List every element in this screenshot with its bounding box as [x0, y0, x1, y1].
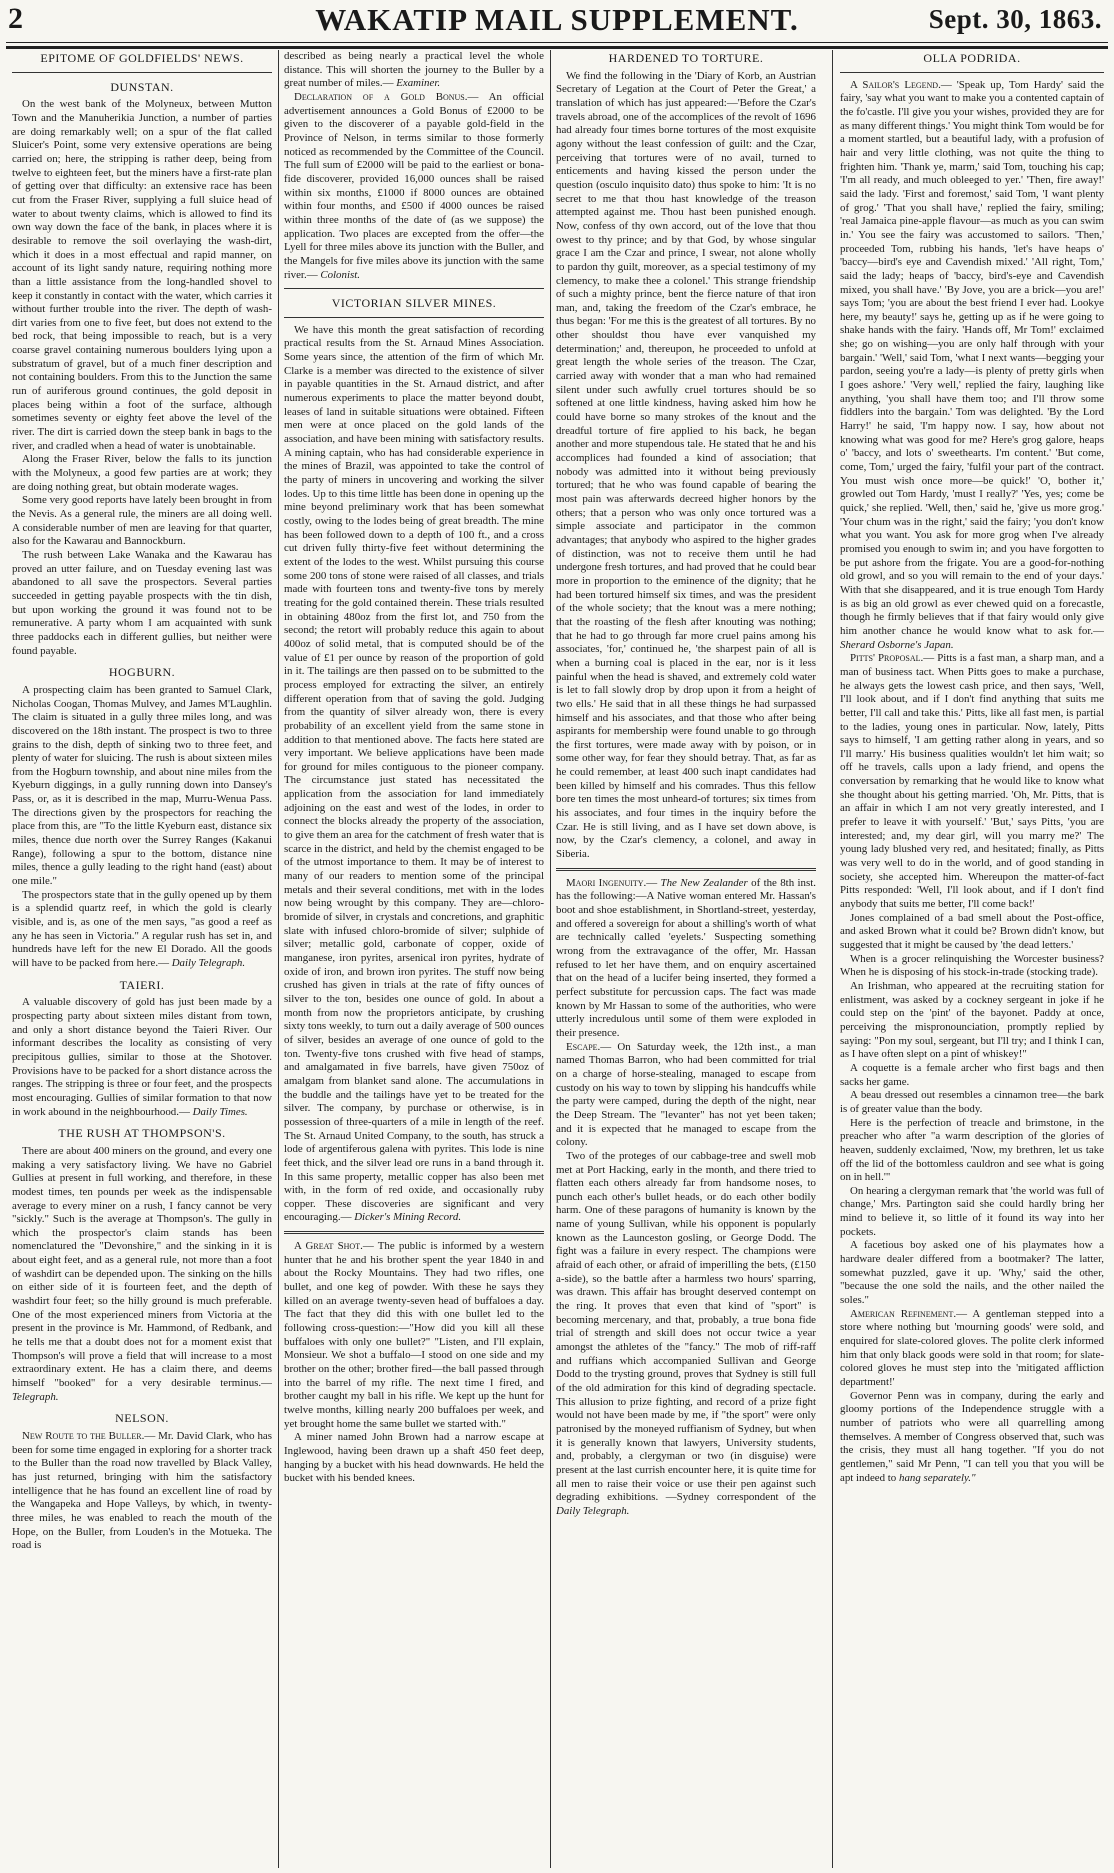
issue-date: Sept. 30, 1863.	[928, 4, 1102, 34]
article-heading-hogburn: HOGBURN.	[108, 665, 176, 680]
article-source: The New Zealander	[660, 876, 748, 889]
column-1	[12, 50, 272, 1868]
article-source: Daily Times.	[192, 1105, 248, 1118]
article-paragraph: On hearing a clergyman remark that 'the world was full of change,' Mrs. Partington said she could hardly bring her mind to believe it, so little of it found its way into her pockets.	[840, 1184, 1104, 1238]
article-text: of the 8th inst. has the following:—A Native woman entered Mr. Hassan's boot and shoe establishment, in Shortland-street, yesterday, and offered a sovereign for about a shilling's worth of what are technically called 'eyelets.' Suspecting something wrong from the extravagance of the offer, Mr. Hassan refused to let her have them, and on enquiry ascertained that on the head of a lucifer being inserted, they formed a perfect substitute for percussion caps. The fact was made known by Mr Hassan to some of the authorities, who were utterly incredulous until some of them were exploded in their presence.	[556, 876, 816, 1039]
masthead	[0, 0, 1114, 44]
article-text: An official advertisement announces a Gold Bonus of £2000 to be given to the discoverer of a payable gold-field in the Province of Nelson, in terms similar to those formerly noticed as recommended by the Committee of the Council. The full sum of £2000 will be paid to the earliest or bona-fide discoverer, provided 16,000 ounces shall be raised within six months, £1000 if 8000 ounces are obtained within four months, and £500 if 4000 ounces be raised within three months of the date of (as we suppose) the application. Two places are excepted from the offer—the Lyell for three miles above its junction with the Buller, and the Mangels for five miles above its junction with the same river.	[284, 90, 544, 281]
article-text: We have this month the great satisfaction of recording practical results from the St. Arnaud Mines Association. Some years since, the attention of the firm of which Mr. Clarke is a member was directed to the existence of silver in payable quantities in the St. Arnaud district, and after numerous experiments to place the matter beyond doubt, leases of land in suitable situations were obtained. Fifteen men were at once placed on the gold lands of the association, and have been mining with satisfactory results. A mining captain, who has had considerable experience in the mines of Brazil, was appointed to take the control of the party of miners in uncovering and working the silver lodes. Up to this time little has been done in opening up the mine beyond preliminary work that has been somewhat costly, owing to the lodes being of great breadth. The mine has been followed down to a depth of 100 ft., and a cross cut driven fully thirty-five feet without determining the extent of the lodes to the west. Whilst pursuing this course some 200 tons of stone were raised of all classes, and trials made with fourteen tons and twenty-five tons by merely treating for the gold contained therein. These trials resulted in obtaining 480oz from the first lot, and 750 from the second; the retort will probably reduce this again to about 400oz of solid metal, that is computed should be of the value of £1 per ounce by reason of the proportion of gold in it. The tailings are then passed on to be submitted to the process employed for extracting the silver, an entirely different operation from that of saving the gold. Judging from the quantity of silver already won, there is every probability of an excellent yield from the same stone in addition to that mentioned above. The facts here stated are very important. We believe applications have been made for ground for miles contiguous to the pioneer company. The circumstance just stated has necessitated the application from the association for land immediately adjoining on the east and west of the lodes, in order to connect the blocks already the property of the association, to give them an area for the catchment of fresh water that is scarce in the district, and held by the chemist engaged to be of the utmost importance to them. It may be of interest to many of our readers to mention some of the principal metals and their several conditions, met with in the lodes now being wrought by this company. They are—chloro-bromide of silver, in crystals and concretions, and graphitic slate with infused chloro-bromide of silver; sulphide of silver; metallic gold, carbonate of copper, oxide of manganese, iron pyrites, arsenical iron pyrites, hydrate of oxide of iron, and brown iron pyrites. The stuff now being crushed has given in trials at the rate of fifty ounces of silver to the ton, besides one ounce of gold. In about a month from now the proprietors anticipate, by crushing sixty tons weekly, to turn out a daily average of 500 ounces of silver, besides an average of one ounce of gold to the ton. Twenty-five tons crushed with five head of stamps, and amalgamated in five barrels, have given 750oz of amalgam from blanket sand alone. The accumulations in the buddle and the tailings have yet to be treated for the silver. The company, by purchase or otherwise, is in possession of three-quarters of a mile in length of the reef. The St. Arnaud United Company, to the south, has struck a lode of argentiferous galena with pyrites. This lode is nine feet thick, and the silver lead ore runs in a band through it. In this same property, metallic copper has also been met with, in the form of red oxide, and occasionally ruby copper. These discoveries are significant and very encouraging.	[284, 323, 544, 1224]
article-text: 'Speak up, Tom Hardy' said the fairy, 'say what you want to make you a contented captain of the fo'castle. I'll give you your wishes, provided they are for as many different things.' You might think Tom would be for a moment startled, but a beautiful lady, with a profusion of hair and very little clothing, was not quite the thing to frighten him. 'Thank ye, marm,' said Tom, touching his cap; 'I'm all ready, and much obleeged to yer.' 'Then, fire away!' said the lady. 'First and foremost,' said Tom, 'I want plenty of grog.' 'That you shall have,' replied the fairy, smiling; 'real Jamaica pine-apple flavour—as much as you can swim in.' You see the fairy was accustomed to sailors. 'Then,' proceeded Tom, rubbing his hands, 'let's have heaps o' 'baccy—bird's eye and Cavendish mixed.' 'All right, Tom,' said the lady; heaps of 'baccy, bird's-eye and Cavendish mixed, you shall have.' 'By Jove, you are a brick—you are!' says Tom; 'you are about the best friend I ever had. Lookye here, my beauty!' says he, getting up as if he were going to shake hands with the fairy. 'Hands off, Mr Tom!' exclaimed she; go on wishing—you are only half through with your bargain.' 'Well,' said Tom, 'what I next wants—begging your pardon, seeing you're a lady—is plenty of pretty girls when I goes ashore.' 'Very well,' replied the fairy, laughing like anything, 'you shall have them too; and I'll throw some fiddlers into the bargain.' Tom was delighted. 'By the Lord Harry!' he said, 'I'm happy now. I say, how about not knowing what was good for me? Here's grog galore, heaps o' 'baccy, and lots o' sweethearts. I'm content.' 'But come, come, Tom,' urged the fairy, 'fulfil your part of the contract. You must wish once more—be quick!' 'O, bother it,' growled out Tom Hardy, 'must I really?' 'Yes, yes; come be quick,' she replied. 'Well, then,' said he, 'give us more grog.' 'Your chum was in the right,' said the fairy; 'you don't know what you want. You ask for more grog when I've already promised you enough to swim in; and you have forgotten to be put ashore from the frigate. You are a good-for-nothing old growl, and so you will remain to the end of your days.' With that she disappeared, and it is true enough Tom Hardy is as big an old growl as ever chewed quid on a forecastle, though he firmly believes that if that fairy would only give him another chance he would know what to ask for.	[840, 78, 1104, 637]
article-text: described as being nearly a practical level the whole distance. This will shorten the journey to the Buller by a great number of miles.	[284, 50, 544, 90]
column-divider	[550, 50, 551, 1868]
article-paragraph: A Great Shot.— The public is informed by a western hunter that he and his brother spent the year 1840 in and about the Rocky Mountains. They had two rifles, one bullet, and one keg of powder. With these he says they killed on an average twenty-seven head of buffaloes a day. The fact that they did this with one bullet led to the following cross-question:—"How did you kill all these buffaloes with only one bullet?" "Listen, and I'll explain, Monsieur. We shot a buffalo—I stood on one side and my brother on the other; brother fired—the ball passed through into the barrel of my rifle. The next time I fired, and brother caught my ball in his rifle. We kept up the hunt for twelve months, killing nearly 200 buffaloes per week, and yet brought home the same bullet we started with."	[284, 1240, 544, 1430]
article-paragraph: We find the following in the 'Diary of Korb, an Austrian Secretary of Legation at the Court of Peter the Great,' a translation of which has just appeared:—'Before the Czar's travels abroad, one of the accomplices of the revolt of 1696 had already four times borne tortures of the most exquisite agony without the least confession of guilt: and the Czar, perceiving that tortures were of no avail, turned to enticements and having kissed the person under the question (osculo inquisito dato) thus spoke to him: 'It is no secret to me that thou hast knowledge of the treason attempted against me. Thou hast been punished enough. Now, confess of thy own accord, out of the love that thou owest to thy prince; and by that God, by whose singular grace I am the Czar and prince, I swear, not alone wholly to pardon thy guilt, moreover, as a special testimony of my clemency, to make thee a colonel.' This strange friendship of such a mighty prince, bent the fierce nature of that iron man, and, taking the freedom of the Czar's embrace, he thus began: 'For me this is the greatest of all tortures. By no other shouldst thou have ever vanquished my determination;' and, thereupon, he proceeded to unfold at great length the whole series of the treason. The Czar, carried away with wonder that a man who had remained silent under such awfully cruel tortures should be so softened at one little kindness, having asked him how he could have borne so many strokes of the knout and the dreadful torture of fire applied to his back, he began another and more stupendous tale. He stated that he and his accomplices had founded a kind of association; that nobody was admitted into it without being previously tortured; that he who was found capable of bearing the most pain was afterwards decreed higher honors by the others; that a person who was only once tortured was a simple associate and participator in the common advantages; that anybody who aspired to the higher grades of distinction, was not to receive them until he had undergone fresh tortures, and had proved that he could bear more in proportion to the eminence of the dignity; that he had been tortured himself six times, and was the president of the whole society; that the knout was a mere nothing; that the roasting of the flesh after knouting was nothing; that he had to go through far more cruel pains among his associates, 'for,' continued he, 'the sharpest pain of all is when a burning coal is placed in the ear, nor is it less painful when the head is shaved, and extremely cold water is let to fall slowly drop by drop upon it from a height of two ells.' He said that in all these things he had surpassed himself and his associates, and that those who after being aspirants for membership were found unable to go through the first tortures, were made away with by poison, or in some other way, for fear they should betray. That, as far as he could remember, at least 400 such inapt candidates had been killed by himself and his comrades. Thus this fellow bore ten times the most unheard-of tortures; six times from his associates, and four times in the inquiry before the Czar. He is still living, and as I have set down above, is now, by the Czar's clemency, a colonel, and away in Siberia.	[556, 69, 816, 861]
article-text: Pitts is a fast man, a sharp man, and a man of business tact. When Pitts goes to make a purchase, he always gets the lowest cash price, and then says, 'Well, I'll look about, and if I don't find anything that suits me better, I'll call and take this.' Pitts, like all fast men, is partial to the ladies, young ones in particular. Now, lately, Pitts says to himself, 'I am getting rather along in years, and so I'll marry.' His business qualities wouldn't let him wait; so off he travels, calls upon a lady friend, and opens the conversation by remarking that he would like to know what she thought about his getting married. 'Oh, Mr. Pitts, that is an affair in which I am not very greatly interested, and I prefer to leave it with yourself.' 'But,' says Pitts, 'you are interested; and, my dear girl, will you marry me?' The young lady blushed very red, and hesitated; finally, as Pitts was very well to do in the world, and of good standing in society, she accepted him. Whereupon the matter-of-fact Pitts responded: 'Well, I'll look about, and if I don't find anybody that suits me better, I'll come back!'	[840, 652, 1104, 911]
article-paragraph: An Irishman, who appeared at the recruiting station for enlistment, was asked by a cockney sergeant in joke if he could step on the 'pint' of the bayonet. Paddy at once, perceiving the mispronounciation, promptly replied by saying: "Pon my soul, sergeant, but I'll try; and I think I can, as I have often slept on a pint of whiskey!"	[840, 979, 1104, 1061]
article-paragraph: New Route to the Buller.— Mr. David Clark, who has been for some time engaged in exploring for a shorter track to the Buller than the road now travelled by Black Valley, has just returned, bringing with him the satisfactory intelligence that he has found an excellent line of road by the Wangapeka and Hope Valleys, by which, in twenty-three miles, he was enabled to reach the mouth of the Hope, on the Buller, from Louden's in the Motueka. The road is	[12, 1430, 272, 1552]
article-heading-taieri: TAIERI.	[119, 977, 165, 992]
article-paragraph: A miner named John Brown had a narrow escape at Inglewood, having been drawn up a shaft 450 feet deep, hanging by a bucket with his head downwards. He held the bucket with his bended knees.	[284, 1431, 544, 1485]
article-lead: Declaration of a Gold Bonus.	[294, 90, 468, 103]
article-lead: Escape.	[566, 1040, 601, 1053]
column-divider	[278, 50, 279, 1868]
article-paragraph	[840, 1390, 1104, 1486]
article-text: A valuable discovery of gold has just been made by a prospecting party about sixteen miles distant from town, and only a short distance beyond the Taieri River. Our informant describes the locality as consisting of very precipitous gullies, similar to those at the Shotover. Provisions have to be packed for a short distance across the ranges. The stripping is three or four feet, and the prospects most encouraging. Gullies of similar formation to that now in work abound in the neighbourhood.	[12, 996, 272, 1118]
article-paragraph: American Refinement.— A gentleman stepped into a store where nothing but 'mourning goods' were sold, and enquired for slate-colored gloves. The polite clerk informed him that only black goods were sold in that room; for slate-colored gloves he must step into the 'mitigated affliction department!'	[840, 1307, 1104, 1388]
article-heading-nelson: NELSON.	[115, 1411, 169, 1426]
column-divider	[832, 50, 833, 1868]
divider	[556, 868, 816, 871]
column-2	[284, 50, 544, 1868]
article-paragraph: A beau dressed out resembles a cinnamon tree—the bark is of greater value than the body.	[840, 1089, 1104, 1115]
section-heading-olla-podrida: OLLA PODRIDA.	[923, 51, 1021, 65]
article-lead: Pitts' Proposal.	[850, 652, 924, 665]
article-paragraph: Maori Ingenuity.— The New Zealander of the 8th inst. has the following:—A Native woman entered Mr. Hassan's boot and shoe establishment, in Shortland-street, yesterday, and offered a sovereign for about a shilling's worth of what are technically called 'eyelets.' Suspecting something wrong from the extravagance of the offer, Mr. Hassan refused to let her have them, and on enquiry ascertained that on the head of a lucifer being inserted, they formed a perfect substitute for percussion caps. The fact was made known by Mr Hassan to some of the authorities, who were utterly incredulous until some of them were exploded in their presence.	[556, 876, 816, 1039]
article-heading-thompsons: THE RUSH AT THOMPSON'S.	[58, 1126, 226, 1141]
article-text: The public is informed by a western hunter that he and his brother spent the year 1840 in and about the Rocky Mountains. They had two rifles, one bullet, and one keg of powder. With these he says they killed on an average twenty-seven head of buffaloes a day. The fact that they did this with one bullet led to the following cross-question:—"How did you kill all these buffaloes with only one bullet?" "Listen, and I'll explain, Monsieur. We shot a buffalo—I stood on one side and my brother on the other; brother fired—the ball passed through into the barrel of my rifle. The next time I fired, and brother caught my ball in his rifle. We kept up the hunt for twelve months, killing nearly 200 buffaloes per week, and yet brought home the same bullet we started with."	[284, 1240, 544, 1430]
article-lead: A Great Shot.	[294, 1240, 363, 1253]
article-text: The prospectors state that in the gully opened up by them is a splendid quartz reef, in which the gold is clearly visible, and is, as one of the men says, "as good a reef as any he has seen in Victoria." A regular rush has set in, and hundreds have left for the new El Dorado. All the goods will have to be packed from here.	[12, 888, 272, 969]
article-lead: A Sailor's Legend.	[850, 78, 941, 91]
article-paragraph: A coquette is a female archer who first bags and then sacks her game.	[840, 1061, 1104, 1088]
article-text: A gentleman stepped into a store where nothing but 'mourning goods' were sold, and enquired for slate-colored gloves. The polite clerk informed him that only black goods were sold in that room; for slate-colored gloves he must step into the 'mitigated affliction department!'	[840, 1307, 1104, 1388]
article-source: Daily Telegraph.	[171, 957, 246, 969]
article-paragraph: Along the Fraser River, below the falls to its junction with the Molyneux, a good few parties are at work; they are doing nothing great, but obtain moderate wages.	[12, 453, 272, 493]
article-paragraph: The prospectors state that in the gully opened up by them is a splendid quartz reef, in which the gold is clearly visible, and is, as one of the men says, "as good a reef as any he has seen in Victoria." A regular rush has set in, and hundreds have left for the new El Dorado. All the goods will have to be packed from here.— Daily Telegraph.	[12, 888, 272, 969]
article-text: Mr. David Clark, who has been for some time engaged in exploring for a shorter track to the Buller than the road now travelled by Black Valley, has just returned, bringing with him the satisfactory intelligence that he has found an excellent line of road by the Wangapeka and Hope Valleys, by which, in twenty-three miles, he was enabled to reach the mouth of the Hope, on the Buller, from Louden's in the Motueka. The road is	[12, 1430, 272, 1552]
article-paragraph: A prospecting claim has been granted to Samuel Clark, Nicholas Coogan, Thomas Mulvey, and James M'Laughlin. The claim is situated in a gully three miles long, and was discovered on the 18th instant. The prospect is two to three grains to the dish, depth of sinking two to three feet, and plenty of water for sluicing. The rush is about sixteen miles from the Hogburn township, and about nine miles from the Kyeburn diggings, in a gully running down into Dansey's Pass, or, as it is described in the map, Murru-Wenua Pass. The directions given by the prospectors for reaching the place from this, are "To the little Kyeburn east, distance six miles, thence due north over the Surrey Ranges (Kakanui Range), following a spur to the bottom, distance nine miles, thence a gully leading to the right hand (east) about one mile."	[12, 683, 272, 888]
column-3	[556, 50, 816, 1868]
article-text: —Sydney correspondent of the	[665, 1491, 816, 1504]
article-source: Telegraph.	[12, 1390, 59, 1403]
article-heading-torture: HARDENED TO TORTURE.	[608, 51, 764, 65]
article-lead: American Refinement.	[850, 1307, 957, 1320]
article-paragraph: Escape.— On Saturday week, the 12th inst., a man named Thomas Barron, who had been committed for trial on a charge of horse-stealing, managed to escape from custody on his way to town by slipping his handcuffs while the party were camped, during the depth of the night, near the Deep Stream. The "levanter" has not yet been taken; and it is expected that he managed to escape from the colony.	[556, 1040, 816, 1149]
article-paragraph: There are about 400 miners on the ground, and every one making a very satisfactory living. We have no Gabriel Gullies at present in full working, and therefore, in these modest times, ten pounds per week as the indispensable average to every miner on a rush, I fancy cannot be very "sickly." Such is the average at Thompson's. The gully in which the prospector's claim stands has been nomenclatured the "Devonshire," and the sinking in it is about eight feet, and as a general rule, not more than a foot of washdirt can be depended upon. The sinking on the hills on either side of it is fourteen feet, and the depth of washdirt four feet; so the hilly ground is much preferable. One of the most experienced miners from Victoria at the present in the province is Mr. Hammond, of Redbank, and he tells me that a doubt does not for a moment exist that Thompson's will prove a field that will increase to a most extraordinary extent. He has a claim there, and deems himself "booked" for a very desirable terminus.— Telegraph.	[12, 1144, 272, 1403]
article-text: There are about 400 miners on the ground, and every one making a very satisfactory living. We have no Gabriel Gullies at present in full working, and therefore, in these modest times, ten pounds per week as the indispensable average to every miner on a rush, I fancy cannot be very "sickly." Such is the average at Thompson's. The gully in which the prospector's claim stands has been nomenclatured the "Devonshire," and the sinking in it is about eight feet, and as a general rule, not more than a foot of washdirt can be depended upon. The sinking on the hills on either side of it is fourteen feet, and the depth of washdirt four feet; so the hilly ground is much preferable. One of the most experienced miners from Victoria at the present in the province is Mr. Hammond, of Redbank, and he tells me that a doubt does not for a moment exist that Thompson's will prove a field that will increase to a most extraordinary extent. He has a claim there, and deems himself "booked" for a very desirable terminus.	[12, 1144, 272, 1390]
masthead-rule-thick	[6, 46, 1108, 49]
article-lead: New Route to the Buller.	[22, 1430, 145, 1442]
divider	[284, 288, 544, 289]
article-paragraph: When is a grocer relinquishing the Worcester business? When he is disposing of his stock-in-trade (stocking trade).	[840, 952, 1104, 979]
article-paragraph: The rush between Lake Wanaka and the Kawarau has proved an utter failure, and on Tuesday evening last was abandoned to all save the prospectors. Several parties succeeded in getting payable prospects with the tin dish, but upon working the ground it was found not to be remunerative. A party whom I am acquainted with sunk three paddocks each in different gullies, but neither were found payable.	[12, 548, 272, 657]
article-source: Colonist.	[320, 268, 360, 281]
article-source: Daily Telegraph.	[556, 1504, 630, 1517]
article-text: Governor Penn was in company, during the early and gloomy portions of the Independence struggle with a number of patriots who were all quarrelling among themselves. A member of Congress observed that, such was the crisis, they must all hang together. "If you do not gentlemen," said Mr Penn, "I can tell you that you will be apt indeed to	[840, 1389, 1104, 1484]
divider	[284, 1231, 544, 1234]
article-source: Sherard Osborne's Japan.	[840, 638, 954, 651]
article-source: Dicker's Mining Record.	[354, 1211, 462, 1224]
article-text: On Saturday week, the 12th inst., a man named Thomas Barron, who had been committed for trial on a charge of horse-stealing, managed to escape from custody on his way to town by slipping his handcuffs while the party were camped, during the depth of the night, near the Deep Stream. The "levanter" has not yet been taken; and it is expected that he managed to escape from the colony.	[556, 1040, 816, 1149]
article-paragraph: On the west bank of the Molyneux, between Mutton Town and the Manuherikia Junction, a number of parties are doing remarkably well; on a spur of the flat called Sluicer's Point, some very extensive operations are being carried on; here, the stripping is rather deep, being from twelve to eighteen feet, but the miners have a first-rate plan of getting over that difficulty: an extensive race has been cut from the Fraser River, supplying a full sluice head of water to about twenty claims, which is allowed to find its own way down the face of the bank, in places where it is desirable to remove the soil overlaying the wash-dirt, which it does in a most effectual and rapid manner, on account of its light sandy nature, requiring nothing more than a little assistance from the long-handled shovel to keep it constantly in contact with the water, which carries it without further trouble into the river. The depth of wash-dirt varies from one to five feet, but does not extend to the bed rock, that being impossible to reach, but is a very coarse gravel containing numerous boulders lying upon a substratum of gravel, but of a much finer description and not containing boulders. From this to the Junction the same run of auriferous ground continues, the gold deposit in places being within a foot of the surface, although sometimes seventy or eighty feet above the level of the river. The dirt is carried down the steep bank in bags to the river, and cradled when a head of water is unobtainable.	[12, 98, 272, 452]
article-paragraph	[556, 1150, 816, 1519]
article-heading-dunstan: DUNSTAN.	[110, 79, 174, 94]
masthead-rule-thin	[6, 42, 1108, 43]
divider	[284, 317, 544, 318]
article-heading-silver-mines: VICTORIAN SILVER MINES.	[331, 296, 497, 311]
article-emphasis: hang separately."	[899, 1471, 976, 1484]
divider	[12, 72, 272, 73]
page-number: 2	[8, 2, 23, 35]
article-text: Two of the proteges of our cabbage-tree and swell mob met at Port Hacking, early in the month, and there tried to flatten each others already far from handsome noses, to punch each other's bullet heads, or do each other bodily harm. One of these paragons of humanity is known by the name of young Sullivan, while his opponent is popularly known as the Launceston gosling, or George Dodd. The fight was a failure in every respect. The champions were afraid of each other, or afraid of imperilling the bets, (£150 a-side), so the battle after a harmless two hours' sparring, was drawn. This affair has brought deserved contempt on the ring. It proves that even that kind of "sport" is becoming mercenary, and that, probably, a true bona fide trial of strength and skill does not occur twice a year amongst the athletes of the "fancy." The mob of riff-raff and ruffians which accompanied Sullivan and George Dodd to the trysting ground, proves that Sydney is still full of the old admiration for this kind of degrading spectacle. This allusion to prize fighting, and record of a prize fight would not have been made by me, if "the sport" were only patronised by the moneyed ruffianism of Sydney, but when it is generally known that lawyers, University students, and, probably, a clergyman or two (in disguise) were present at the last currish encounter here, it is quite time for all men to raise their voice or use their pen against such degrading exhibitions.	[556, 1149, 816, 1504]
article-paragraph: Some very good reports have lately been brought in from the Nevis. As a general rule, the miners are all doing well. A considerable number of men are leaving for that quarter, also for the Kawarau and Bannockburn.	[12, 494, 272, 548]
section-heading-goldfields: EPITOME OF GOLDFIELDS' NEWS.	[40, 51, 244, 65]
article-paragraph: Declaration of a Gold Bonus.— An official advertisement announces a Gold Bonus of £2000 to be given to the discoverer of a payable gold-field in the Province of Nelson, in terms similar to those formerly noticed as recommended by the Committee of the Council. The full sum of £2000 will be paid to the earliest or bona-fide discoverer, provided 16,000 ounces shall be raised within six months, £1000 if 8000 ounces are obtained within four months, and £500 if 4000 ounces be raised within three months of the date of (as we suppose) the application. Two places are excepted from the offer—the Lyell for three miles above its junction with the Buller, and the Mangels for five miles above its junction with the same river.— Colonist.	[284, 90, 544, 281]
divider	[840, 72, 1104, 73]
newspaper-title: WAKATIP MAIL SUPPLEMENT.	[315, 2, 799, 37]
article-paragraph: A Sailor's Legend.— 'Speak up, Tom Hardy' said the fairy, 'say what you want to make you a contented captain of the fo'castle. I'll give you your wishes, provided they are for as many different things.' You might think Tom would be for a moment startled, but a beautiful lady, with a profusion of hair and very little clothing, was not quite the thing to frighten him. 'Thank ye, marm,' said Tom, touching his cap; 'I'm all ready, and much obleeged to yer.' 'Then, fire away!' said the lady. 'First and foremost,' said Tom, 'I want plenty of grog.' 'That you shall have,' replied the fairy, smiling; 'real Jamaica pine-apple flavour—as much as you can swim in.' You see the fairy was accustomed to sailors. 'Then,' proceeded Tom, rubbing his hands, 'let's have heaps o' 'baccy—bird's eye and Cavendish mixed.' 'All right, Tom,' said the lady; heaps of 'baccy, bird's-eye and Cavendish mixed, you shall have.' 'By Jove, you are a brick—you are!' says Tom; 'you are about the best friend I ever had. Lookye here, my beauty!' says he, getting up as if he were going to shake hands with the fairy. 'Hands off, Mr Tom!' exclaimed she; go on wishing—you are only half through with your bargain.' 'Well,' said Tom, 'what I next wants—begging your pardon, seeing you're a lady—is plenty of pretty girls when I goes ashore.' 'Very well,' replied the fairy, laughing like anything, 'you shall have them too; and I'll throw some fiddlers into the bargain.' Tom was delighted. 'By the Lord Harry!' he said, 'I'm happy now. I say, how about not knowing what was good for me? Here's grog galore, heaps o' 'baccy, and lots o' sweethearts. I'm content.' 'But come, come, Tom,' urged the fairy, 'fulfil your part of the contract. You must wish once more—be quick!' 'O, bother it,' growled out Tom Hardy, 'must I really?' 'Yes, yes; come be quick,' she replied. 'Well, then,' said he, 'give us more grog.' 'Your chum was in the right,' said the fairy; 'you don't know what you want. You ask for more grog when I've already promised you enough to swim in; and you have forgotten to be put ashore from the frigate. You are a good-for-nothing old growl, and so you will remain to the end of your days.' With that she disappeared, and it is true enough Tom Hardy is as big an old growl as ever chewed quid on a forecastle, though he firmly believes that if that fairy would only give him another chance he would know what to ask for.— Sherard Osborne's Japan.	[840, 78, 1104, 651]
article-paragraph: Pitts' Proposal.— Pitts is a fast man, a sharp man, and a man of business tact. When Pitts goes to make a purchase, he always gets the lowest cash price, and then says, 'Well, I'll look about, and if I don't find anything that suits me better, I'll call and take this.' Pitts, like all fast men, is partial to the ladies, young ones in particular. Now, lately, Pitts says to himself, 'I am getting rather along in years, and so I'll marry.' His business qualities wouldn't let him wait; so off he travels, calls upon a lady friend, and opens the conversation by remarking that he would like to know what she thought about his getting married. 'Oh, Mr. Pitts, that is an affair in which I am not very greatly interested, and I prefer to leave it with yourself.' 'But,' says Pitts, 'you are interested; and, my dear girl, will you marry me?' The young lady blushed very red, and hesitated; finally, as Pitts was very well to do in the world, and of good standing in society, she accepted him. Whereupon the matter-of-fact Pitts responded: 'Well, I'll look about, and if I don't find anybody that suits me better, I'll come back!'	[840, 652, 1104, 911]
article-lead: Maori Ingenuity.	[566, 876, 647, 889]
article-paragraph: A facetious boy asked one of his playmates how a hardware dealer differed from a bootmaker? The latter, somewhat puzzled, gave it up. 'Why,' said the other, "because the one sold the nails, and the other nailed the soles."	[840, 1239, 1104, 1307]
article-paragraph: We have this month the great satisfaction of recording practical results from the St. Arnaud Mines Association. Some years since, the attention of the firm of which Mr. Clarke is a member was directed to the existence of silver in payable quantities in the St. Arnaud district, and after numerous experiments to place the matter beyond doubt, leases of land in suitable situations were obtained. Fifteen men were at once placed on the gold lands of the association, and have been mining with satisfactory results. A mining captain, who has had considerable experience in the mines of Brazil, was appointed to take the control of the party of miners in uncovering and working the silver lodes. Up to this time little has been done in opening up the mine beyond preliminary work that has been somewhat costly, owing to the lodes being of great breadth. The mine has been followed down to a depth of 100 ft., and a cross cut driven fully thirty-five feet without determining the extent of the lodes to the west. Whilst pursuing this course some 200 tons of stone were raised of all classes, and trials made with fourteen tons and twenty-five tons by merely treating for the gold contained therein. These trials resulted in obtaining 480oz from the first lot, and 750 from the second; the retort will probably reduce this again to about 400oz of solid metal, that is computed should be of the value of £1 per ounce by reason of the proportion of gold in it. The tailings are then passed on to be submitted to the process employed for extracting the silver, an entirely different operation from that of saving the gold. Judging from the quantity of silver already won, there is every probability of an excellent yield from the same stone in addition to that mentioned above. The facts here stated are very important. We believe applications have been made for ground for miles contiguous to the pioneer company. The circumstance just stated has necessitated the application from the association for land immediately adjoining on the east and west of the lodes, in order to connect the blocks already the property of the association, to give them an area for the catchment of fresh water that is scarce in the district, and held by the chemist engaged to be of the utmost importance to them. It may be of interest to many of our readers to mention some of the principal metals and their several conditions, met with in the lodes now being wrought by this company. They are—chloro-bromide of silver, in crystals and concretions, and graphitic slate with infused chloro-bromide of silver; sulphide of silver; metallic gold, carbonate of copper, oxide of manganese, iron pyrites, arsenical iron pyrites, hydrate of oxide of iron, and brown iron pyrites. The stuff now being crushed has given in trials at the rate of fifty ounces of silver to the ton, besides one ounce of gold. In about a month from now the proprietors anticipate, by crushing sixty tons weekly, to turn out a daily average of 500 ounces of silver, besides an average of one ounce of gold to the ton. Twenty-five tons crushed with five head of stamps, and amalgamated in five barrels, have given 750oz of amalgam from blanket sand alone. The accumulations in the buddle and the tailings have yet to be treated for the silver. The company, by purchase or otherwise, is in possession of three-quarters of a mile in length of the reef. The St. Arnaud United Company, to the south, has struck a lode of argentiferous galena with pyrites. This lode is nine feet thick, and the silver lead ore runs in a band through it. In this same property, metallic copper has also been met with, in the form of red oxide, and occasionally ruby copper. These discoveries are significant and very encouraging.— Dicker's Mining Record.	[284, 323, 544, 1224]
article-paragraph: A valuable discovery of gold has just been made by a prospecting party about sixteen miles distant from town, and only a short distance beyond the Taieri River. Our informant describes the locality as consisting of very precipitous gullies, similar to those at the Shotover. Provisions have to be packed for a short distance across the ranges. The stripping is three or four feet, and the prospects most encouraging. Gullies of similar formation to that now in work abound in the neighbourhood.— Daily Times.	[12, 996, 272, 1118]
column-4	[840, 50, 1104, 1868]
article-source: Examiner.	[396, 77, 441, 90]
article-paragraph: Jones complained of a bad smell about the Post-office, and asked Brown what it could be? Brown didn't know, but suggested that it might be caused by 'the dead letters.'	[840, 911, 1104, 951]
article-paragraph: Here is the perfection of treacle and brimstone, in the preacher who after "a warm description of the glories of heaven, suddenly exclaimed, 'Now, my brethren, let us take off the lid of the bottomless cauldron and see what is going on in hell.'"	[840, 1116, 1104, 1184]
article-paragraph: described as being nearly a practical level the whole distance. This will shorten the journey to the Buller by a great number of miles.— Examiner.	[284, 50, 544, 90]
